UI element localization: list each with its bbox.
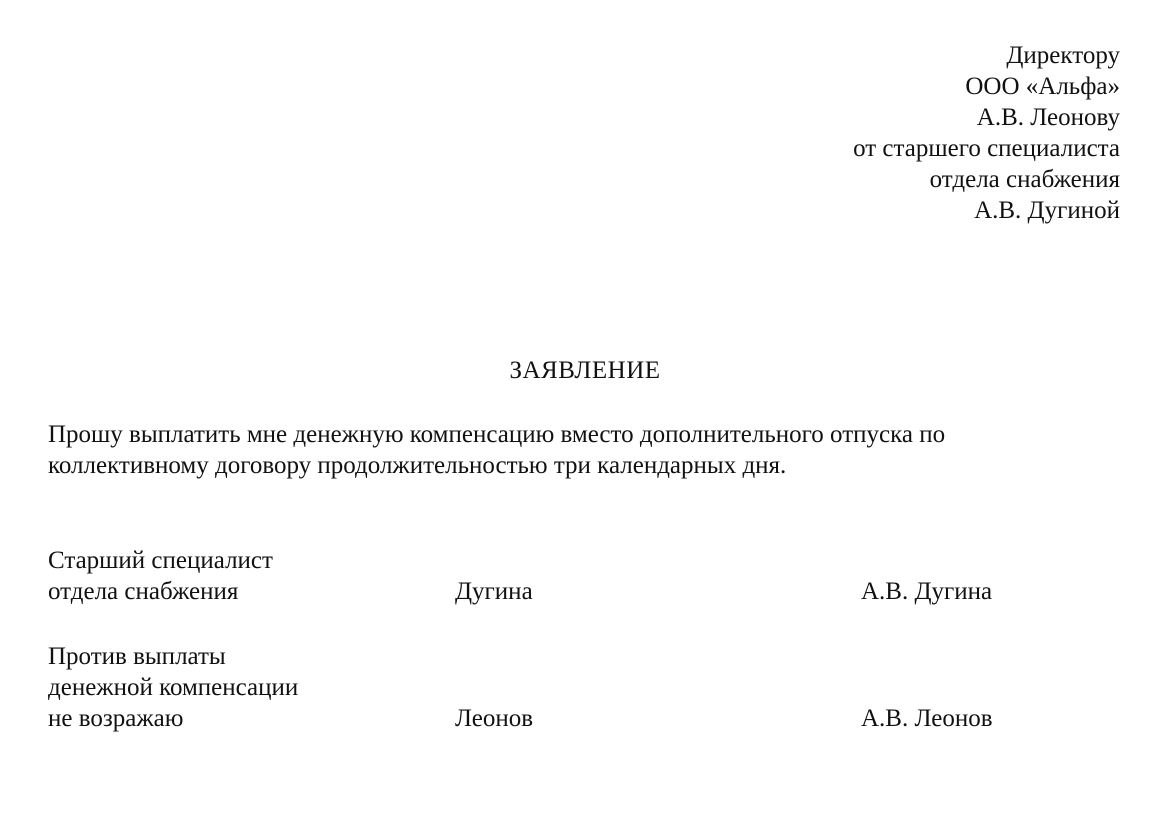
- addressee-line: ООО «Альфа»: [965, 73, 1120, 100]
- application-body: [48, 419, 1128, 481]
- addressee-line: от старшего специалиста: [853, 135, 1120, 162]
- document-title: ЗАЯВЛЕНИЕ: [509, 357, 661, 384]
- addressee-block: [853, 40, 1120, 226]
- label-line: Старший специалист: [48, 547, 273, 574]
- employee-full-name: А.В. Дугина: [861, 578, 993, 605]
- label-line: не возражаю: [48, 705, 184, 732]
- employee-signature-row: [48, 545, 1128, 607]
- addressee-line: отдела снабжения: [929, 166, 1120, 193]
- body-line: коллективному договору продолжительностью три календарных дня.: [48, 452, 787, 479]
- label-line: отдела снабжения: [48, 578, 239, 605]
- body-line: Прошу выплатить мне денежную компенсацию вместо дополнительного отпуска по: [48, 421, 946, 448]
- addressee-line: А.В. Леонову: [976, 104, 1120, 131]
- addressee-line: Директору: [1006, 42, 1120, 69]
- label-line: Против выплаты: [48, 643, 226, 670]
- director-approval-row: [48, 641, 1128, 734]
- employee-signature: Дугина: [455, 578, 533, 605]
- label-line: денежной компенсации: [48, 674, 299, 701]
- director-full-name: А.В. Леонов: [861, 705, 993, 732]
- addressee-line: А.В. Дугиной: [974, 197, 1120, 224]
- director-signature: Леонов: [455, 705, 534, 732]
